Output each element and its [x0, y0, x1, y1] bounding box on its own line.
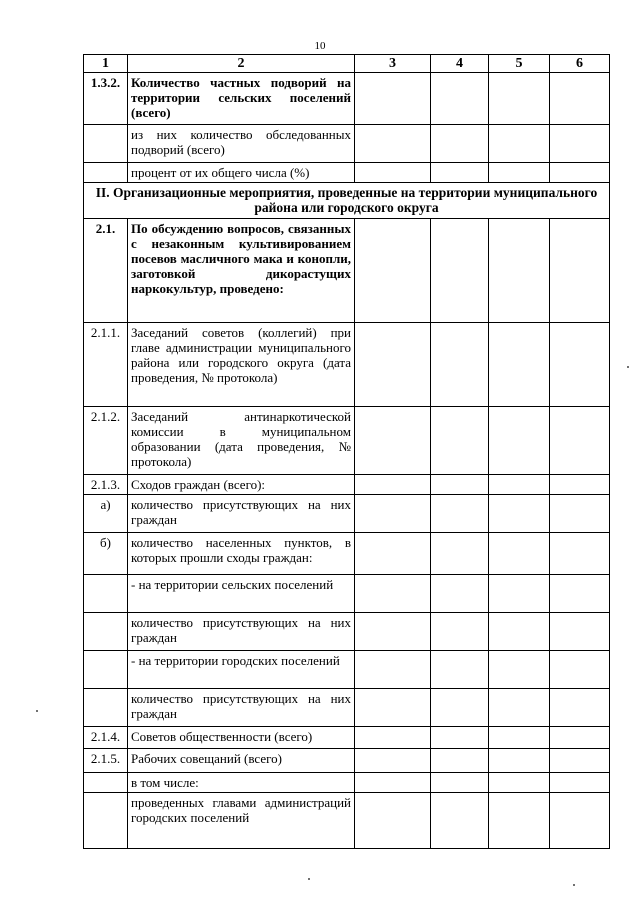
value-cell[interactable]: [355, 793, 431, 849]
value-cell[interactable]: [431, 651, 489, 689]
row-description: процент от их общего числа (%): [128, 163, 355, 183]
value-cell[interactable]: [489, 475, 550, 495]
value-cell[interactable]: [431, 749, 489, 773]
value-cell[interactable]: [355, 495, 431, 533]
value-cell[interactable]: [489, 495, 550, 533]
value-cell[interactable]: [489, 575, 550, 613]
row-number: [84, 125, 128, 163]
row-number: [84, 773, 128, 793]
value-cell[interactable]: [489, 125, 550, 163]
value-cell[interactable]: [550, 73, 610, 125]
column-header: 4: [431, 55, 489, 73]
value-cell[interactable]: [431, 475, 489, 495]
table-row: [84, 689, 610, 727]
table-row: [84, 727, 610, 749]
row-description: количество населенных пунктов, в которых прошли сходы граждан:: [128, 533, 355, 575]
value-cell[interactable]: [355, 125, 431, 163]
value-cell[interactable]: [431, 613, 489, 651]
value-cell[interactable]: [431, 125, 489, 163]
value-cell[interactable]: [355, 475, 431, 495]
row-number: [84, 689, 128, 727]
row-number: 2.1.4.: [84, 727, 128, 749]
value-cell[interactable]: [355, 613, 431, 651]
column-header-row: [84, 55, 610, 73]
table-row: [84, 125, 610, 163]
row-number: 2.1.1.: [84, 323, 128, 407]
value-cell[interactable]: [489, 613, 550, 651]
table-row: [84, 73, 610, 125]
row-description: из них количество обследованных подворий (всего): [128, 125, 355, 163]
row-description: количество присутствующих на них граждан: [128, 613, 355, 651]
row-description: Заседаний антинаркотической комиссии в муниципальном образовании (дата проведения, № протокола): [128, 407, 355, 475]
scan-speck: [573, 884, 575, 886]
report-table: [83, 54, 610, 849]
table-row: [84, 793, 610, 849]
row-description: Советов общественности (всего): [128, 727, 355, 749]
value-cell[interactable]: [431, 533, 489, 575]
table-row: [84, 575, 610, 613]
row-number: [84, 163, 128, 183]
row-number: [84, 613, 128, 651]
table-row: [84, 475, 610, 495]
row-description: Количество частных подворий на территории сельских поселений (всего): [128, 73, 355, 125]
row-description: проведенных главами администраций городских поселений: [128, 793, 355, 849]
value-cell[interactable]: [550, 689, 610, 727]
column-header: 3: [355, 55, 431, 73]
table-row: [84, 323, 610, 407]
scan-speck: [627, 366, 629, 368]
column-header: 5: [489, 55, 550, 73]
value-cell[interactable]: [431, 773, 489, 793]
value-cell[interactable]: [550, 575, 610, 613]
value-cell[interactable]: [489, 689, 550, 727]
value-cell[interactable]: [431, 575, 489, 613]
value-cell[interactable]: [489, 727, 550, 749]
column-header: 2: [128, 55, 355, 73]
page-number: 10: [314, 40, 326, 52]
row-description: Сходов граждан (всего):: [128, 475, 355, 495]
value-cell[interactable]: [550, 407, 610, 475]
value-cell[interactable]: [550, 495, 610, 533]
row-number: 2.1.5.: [84, 749, 128, 773]
value-cell[interactable]: [550, 323, 610, 407]
value-cell[interactable]: [431, 323, 489, 407]
value-cell[interactable]: [431, 163, 489, 183]
row-description: в том числе:: [128, 773, 355, 793]
row-description: - на территории городских поселений: [128, 651, 355, 689]
row-description: количество присутствующих на них граждан: [128, 495, 355, 533]
row-number: 2.1.3.: [84, 475, 128, 495]
value-cell[interactable]: [489, 773, 550, 793]
value-cell[interactable]: [355, 533, 431, 575]
value-cell[interactable]: [355, 727, 431, 749]
table-row: [84, 533, 610, 575]
value-cell[interactable]: [489, 533, 550, 575]
value-cell[interactable]: [550, 651, 610, 689]
row-number: [84, 793, 128, 849]
value-cell[interactable]: [550, 125, 610, 163]
row-description: - на территории сельских поселений: [128, 575, 355, 613]
value-cell[interactable]: [355, 689, 431, 727]
row-number: 2.1.2.: [84, 407, 128, 475]
table-row: [84, 163, 610, 183]
column-header: 1: [84, 55, 128, 73]
value-cell[interactable]: [550, 219, 610, 323]
scan-speck: [308, 878, 310, 880]
table-row: [84, 407, 610, 475]
value-cell[interactable]: [355, 323, 431, 407]
value-cell[interactable]: [355, 575, 431, 613]
value-cell[interactable]: [489, 323, 550, 407]
value-cell[interactable]: [489, 651, 550, 689]
value-cell[interactable]: [489, 793, 550, 849]
table-row: [84, 651, 610, 689]
value-cell[interactable]: [489, 73, 550, 125]
value-cell[interactable]: [355, 407, 431, 475]
value-cell[interactable]: [355, 73, 431, 125]
value-cell[interactable]: [431, 407, 489, 475]
row-description: количество присутствующих на них граждан: [128, 689, 355, 727]
value-cell[interactable]: [431, 219, 489, 323]
table-row: [84, 219, 610, 323]
value-cell[interactable]: [355, 773, 431, 793]
value-cell[interactable]: [489, 163, 550, 183]
row-number: [84, 575, 128, 613]
row-number: 2.1.: [84, 219, 128, 323]
table-row: [84, 495, 610, 533]
value-cell[interactable]: [431, 495, 489, 533]
column-header: 6: [550, 55, 610, 73]
value-cell[interactable]: [431, 689, 489, 727]
scan-speck: [36, 710, 38, 712]
row-description: Заседаний советов (коллегий) при главе администрации муниципального района или городского округа (дата проведения, № протокола): [128, 323, 355, 407]
table-row: [84, 613, 610, 651]
row-description: Рабочих совещаний (всего): [128, 749, 355, 773]
value-cell[interactable]: [550, 773, 610, 793]
row-number: [84, 651, 128, 689]
section-row: [84, 183, 610, 219]
row-number: а): [84, 495, 128, 533]
value-cell[interactable]: [550, 613, 610, 651]
value-cell[interactable]: [355, 163, 431, 183]
value-cell[interactable]: [489, 219, 550, 323]
row-number: 1.3.2.: [84, 73, 128, 125]
row-number: б): [84, 533, 128, 575]
section-title: II. Организационные мероприятия, проведенные на территории муниципального района или городского округа: [84, 183, 610, 219]
value-cell[interactable]: [550, 793, 610, 849]
value-cell[interactable]: [355, 749, 431, 773]
value-cell[interactable]: [550, 749, 610, 773]
row-description: По обсуждению вопросов, связанных с незаконным культивированием посевов масличного мака и конопли, заготовкой дикорастущих наркокультур, проведено:: [128, 219, 355, 323]
table-row: [84, 773, 610, 793]
value-cell[interactable]: [431, 793, 489, 849]
value-cell[interactable]: [431, 73, 489, 125]
value-cell[interactable]: [550, 533, 610, 575]
value-cell[interactable]: [550, 727, 610, 749]
value-cell[interactable]: [550, 475, 610, 495]
value-cell[interactable]: [431, 727, 489, 749]
value-cell[interactable]: [355, 219, 431, 323]
value-cell[interactable]: [489, 407, 550, 475]
value-cell[interactable]: [489, 749, 550, 773]
table-row: [84, 749, 610, 773]
value-cell[interactable]: [550, 163, 610, 183]
value-cell[interactable]: [355, 651, 431, 689]
